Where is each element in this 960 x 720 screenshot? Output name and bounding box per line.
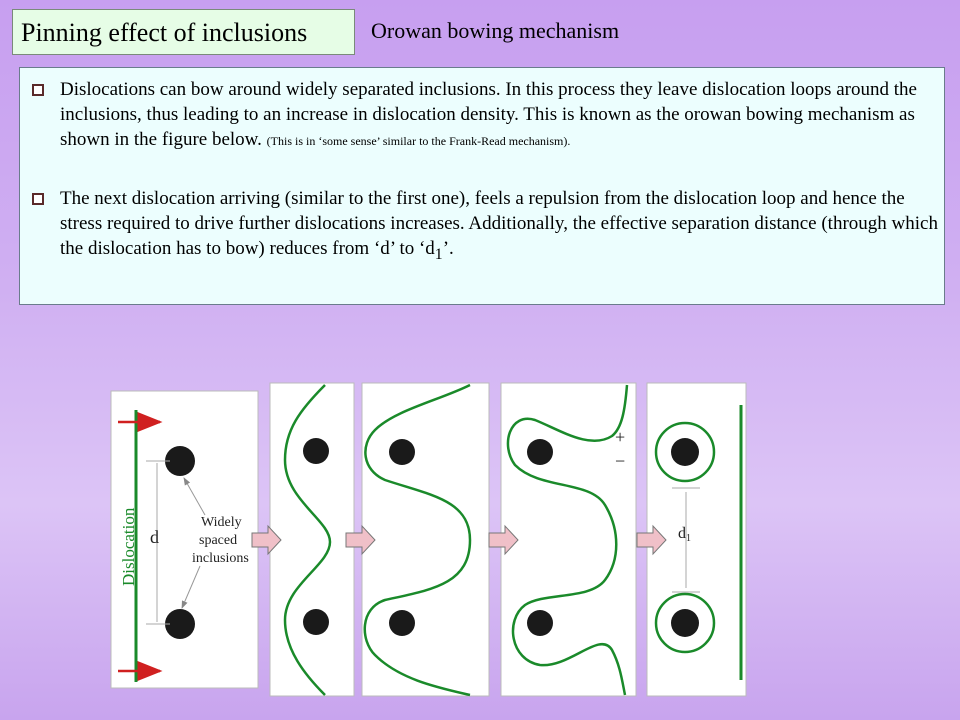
inclusion-top	[303, 438, 329, 464]
plus-label: +	[615, 427, 626, 447]
inclusion-bottom	[303, 609, 329, 635]
dislocation-label: Dislocation	[119, 507, 138, 586]
inclusion-top	[527, 439, 553, 465]
inclusions-label-1: Widely	[201, 515, 242, 530]
d-label: d	[150, 527, 159, 547]
inclusion-top	[671, 438, 699, 466]
bullet-2-subscript: 1	[434, 245, 443, 263]
panel-2	[270, 383, 354, 696]
bullet-1-text: Dislocations can bow around widely separated inclusions. In this process they leave dislocation loops around the inclusions, thus leading to an increase in dislocation density. This is known as the orowan bowing mechanism as shown in the figure below.	[60, 79, 917, 150]
inclusions-label-2: spaced	[199, 533, 238, 548]
inclusions-label-3: inclusions	[192, 551, 249, 566]
bullet-1-note: (This is in ‘some sense’ similar to the Frank-Read mechanism).	[266, 134, 571, 148]
inclusion-top	[389, 439, 415, 465]
minus-label: −	[615, 451, 626, 471]
inclusion-bottom	[527, 610, 553, 636]
bullet-2-text: The next dislocation arriving (similar to the first one), feels a repulsion from the dislocation loop and hence the stress required to drive further dislocations increases. Additionally, the effective separation distance (through which the dislocation has to bow) reduces from ‘d’ to ‘d	[60, 188, 938, 259]
slide-title: Pinning effect of inclusions	[12, 9, 355, 55]
inclusion-bottom	[671, 609, 699, 637]
inclusion-bottom	[389, 610, 415, 636]
d1-label: d1	[678, 525, 691, 544]
slide-subtitle: Orowan bowing mechanism	[371, 18, 620, 43]
bullet-2-text-end: ’.	[442, 238, 454, 259]
